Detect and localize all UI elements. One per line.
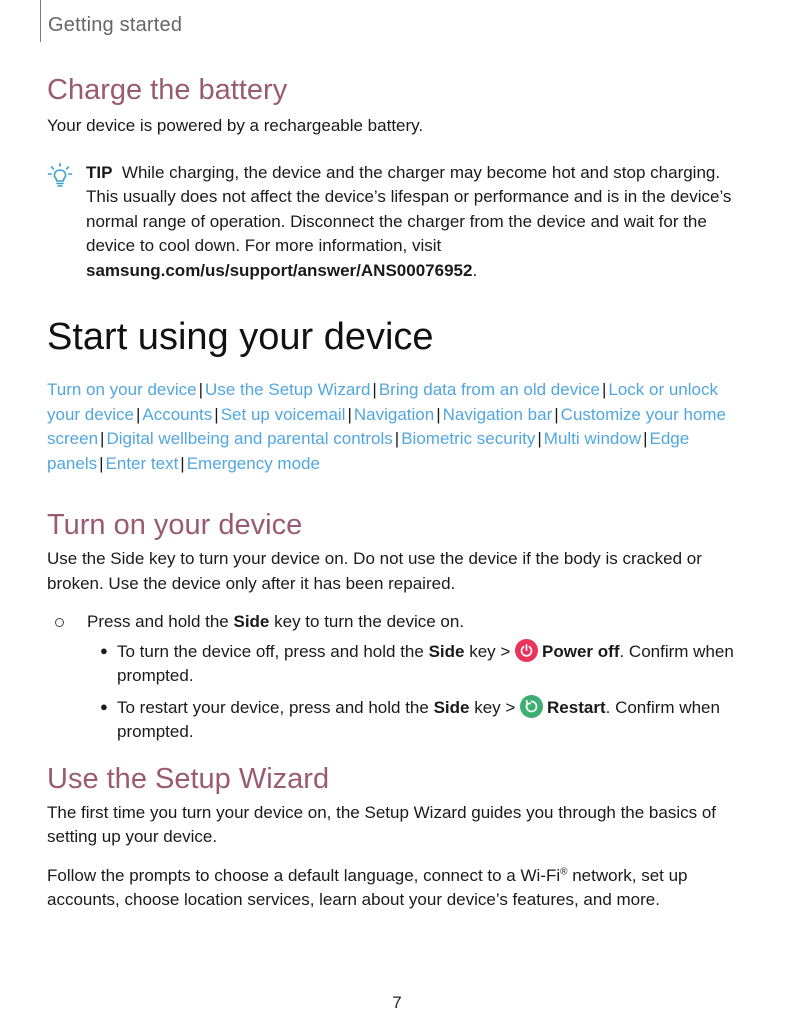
link-separator: |	[372, 380, 377, 399]
link-separator: |	[554, 404, 559, 424]
section-title-turn-on: Turn on your device	[47, 509, 303, 541]
substep-text: To turn the device off, press and hold the	[117, 641, 429, 661]
link-navigation[interactable]: Navigation	[353, 404, 435, 424]
link-voicemail[interactable]: Set up voicemail	[220, 404, 346, 424]
turn-on-intro: Use the Side key to turn your device on. Do not use the device if the body is cracked or broken. Use the device only after it has been repaired.	[47, 549, 702, 593]
tip-block	[47, 161, 753, 284]
wizard-p1: The first time you turn your device on, the Setup Wizard guides you through the basics of setting up your device.	[47, 802, 717, 846]
side-key-label: Side	[233, 612, 270, 631]
link-accounts[interactable]: Accounts	[142, 404, 213, 424]
tip-text: While charging, the device and the charger may become hot and stop charging. This usually does not affect the device’s lifespan or performance and is in the device’s normal range of operation. Disconnect the charger from the device and wait for the device to cool down. For more information, visit	[86, 162, 732, 255]
link-multi-window[interactable]: Multi window	[543, 429, 642, 448]
lightbulb-icon	[47, 162, 73, 188]
restart-label: Restart	[547, 697, 606, 717]
side-key-label: Side	[433, 697, 470, 717]
restart-icon	[520, 695, 543, 718]
link-setup-wizard[interactable]: Use the Setup Wizard	[205, 380, 371, 399]
power-off-label: Power off	[542, 641, 620, 661]
link-bring-data[interactable]: Bring data from an old device	[378, 380, 600, 399]
substep-text: key >	[464, 641, 516, 661]
step-text: key to turn the device on.	[269, 612, 465, 631]
section-title-wizard: Use the Setup Wizard	[47, 762, 330, 795]
step-text: Press and hold the	[87, 612, 234, 631]
link-edge-panels[interactable]: Edge panels	[47, 429, 690, 473]
link-separator: |	[198, 380, 204, 399]
link-digital-wellbeing[interactable]: Digital wellbeing and parental controls	[106, 429, 393, 448]
link-emergency-mode[interactable]: Emergency mode	[186, 453, 320, 473]
bullet-dot-icon: ●	[100, 642, 108, 658]
link-separator: |	[643, 429, 648, 448]
bullet-dot-icon: ●	[100, 698, 108, 714]
side-key-label: Side	[428, 641, 465, 661]
power-off-icon	[515, 639, 538, 662]
link-separator: |	[347, 404, 352, 424]
substep-text: To restart your device, press and hold the	[117, 697, 434, 717]
link-separator: |	[436, 404, 441, 424]
link-separator: |	[601, 380, 607, 399]
wizard-p2	[47, 864, 753, 913]
tip-label: TIP	[86, 162, 113, 182]
substep-text: key >	[469, 697, 521, 717]
link-enter-text[interactable]: Enter text	[105, 453, 179, 473]
charge-intro: Your device is powered by a rechargeable battery.	[47, 116, 424, 135]
link-biometric[interactable]: Biometric security	[401, 429, 536, 448]
link-lock-unlock[interactable]: Lock or unlock your device	[47, 380, 718, 424]
tip-support-link[interactable]: samsung.com/us/support/answer/ANS00076952	[86, 260, 473, 280]
link-customize-home[interactable]: Customize your home screen	[47, 404, 727, 448]
registered-mark: ®	[560, 865, 568, 877]
link-separator: |	[180, 453, 185, 473]
turn-on-substeps	[87, 639, 753, 745]
link-separator: |	[537, 429, 542, 448]
circle-bullet-icon	[55, 618, 64, 627]
tip-end: .	[472, 260, 478, 280]
link-navigation-bar[interactable]: Navigation bar	[442, 404, 553, 424]
link-separator: |	[135, 404, 141, 424]
link-separator: |	[394, 429, 400, 448]
header-rule	[40, 0, 41, 42]
link-separator: |	[99, 453, 104, 473]
wizard-p2-text: network, set up accounts, choose location services, learn about your device’s features, and more.	[47, 865, 688, 909]
wizard-p2-text: Follow the prompts to choose a default language, connect to a Wi-Fi	[47, 865, 561, 885]
section-title-charge: Charge the battery	[47, 74, 288, 106]
list-item	[87, 610, 753, 745]
page-content	[47, 70, 753, 913]
turn-on-steps	[47, 610, 753, 745]
substep-text: . Confirm when prompted.	[117, 641, 734, 685]
list-item	[100, 695, 753, 745]
topic-links	[47, 378, 753, 476]
tip-paragraph	[86, 161, 753, 284]
substep-text: . Confirm when prompted.	[117, 697, 720, 741]
list-item	[100, 639, 753, 689]
page-number: 7	[392, 993, 402, 1012]
link-separator: |	[100, 429, 105, 448]
chapter-title: Start using your device	[47, 316, 434, 358]
link-turn-on[interactable]: Turn on your device	[47, 380, 197, 399]
running-header: Getting started	[48, 14, 183, 36]
link-separator: |	[214, 404, 219, 424]
